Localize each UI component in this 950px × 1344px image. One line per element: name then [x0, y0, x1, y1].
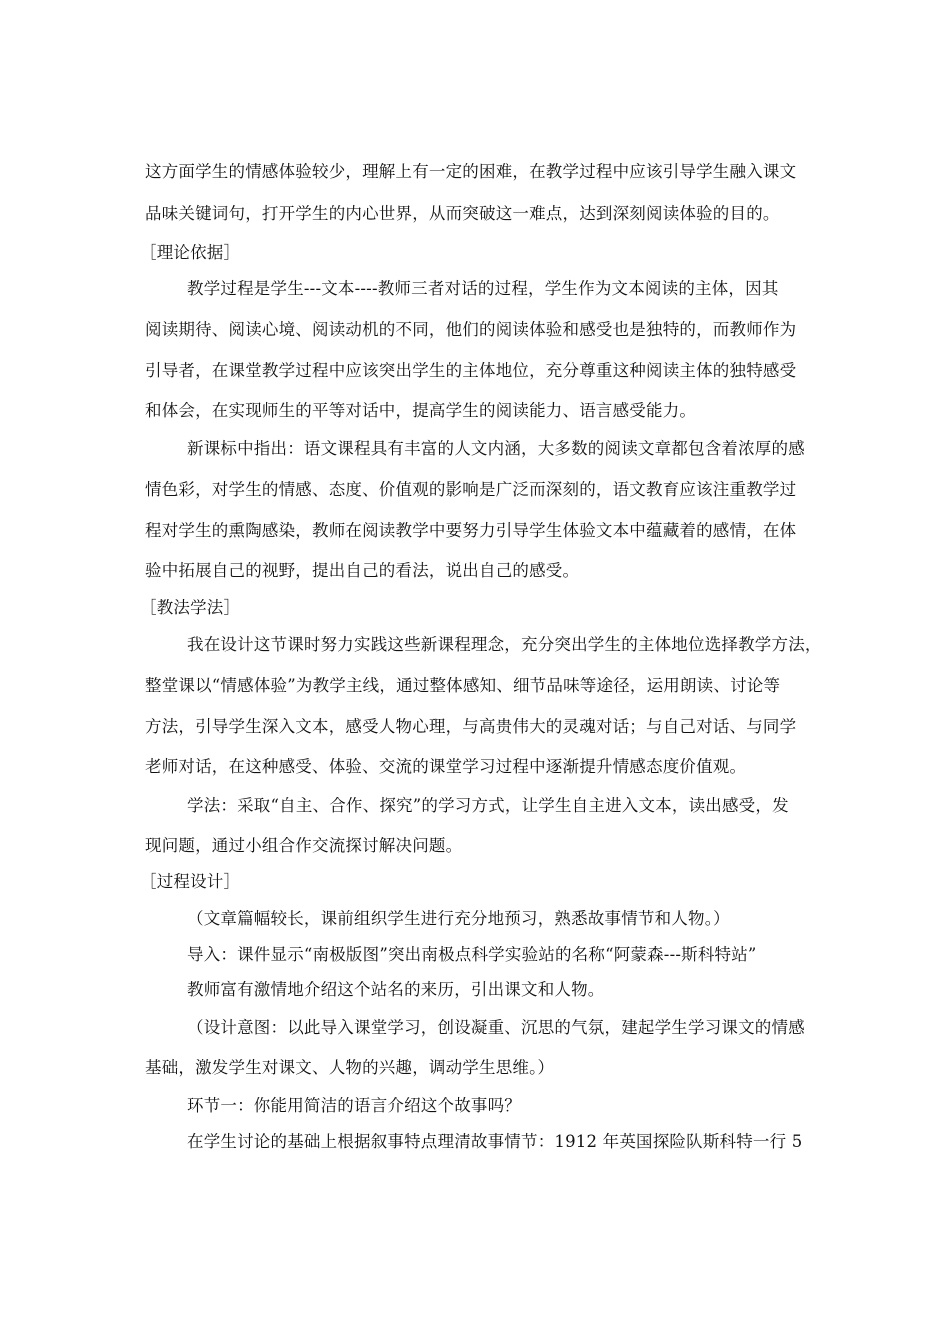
paragraph-line: 这方面学生的情感体验较少，理解上有一定的困难，在教学过程中应该引导学生融入课文	[145, 162, 797, 181]
paragraph-line: 品味关键词句，打开学生的内心世界，从而突破这一难点，达到深刻阅读体验的目的。	[145, 204, 780, 223]
paragraph-line: 教学过程是学生---文本----教师三者对话的过程，学生作为文本阅读的主体，因其	[187, 279, 779, 298]
paragraph-line: 我在设计这节课时努力实践这些新课程理念，充分突出学生的主体地位选择教学方法，	[187, 635, 822, 654]
paragraph-line: 环节一：你能用简洁的语言介绍这个故事吗？	[187, 1096, 521, 1115]
paragraph-line: 新课标中指出：语文课程具有丰富的人文内涵，大多数的阅读文章都包含着浓厚的感	[187, 439, 805, 458]
paragraph-line: （文章篇幅较长，课前组织学生进行充分地预习，熟悉故事情节和人物。）	[187, 909, 730, 928]
section-heading: ［过程设计］	[140, 872, 241, 891]
paragraph-line: 阅读期待、阅读心境、阅读动机的不同，他们的阅读体验和感受也是独特的，而教师作为	[145, 320, 797, 339]
paragraph-line: 整堂课以“情感体验”为教学主线，通过整体感知、细节品味等途径，运用朗读、讨论等	[145, 676, 781, 695]
paragraph-line: 学法：采取“自主、合作、探究”的学习方式，让学生自主进入文本，读出感受，发	[187, 796, 789, 815]
paragraph-line: 教师富有激情地介绍这个站名的来历，引出课文和人物。	[187, 980, 605, 999]
section-heading: ［理论依据］	[140, 243, 241, 262]
paragraph-line: 导入：课件显示“南极版图”突出南极点科学实验站的名称“阿蒙森---斯科特站”	[187, 945, 757, 964]
paragraph-line: 现问题，通过小组合作交流探讨解决问题。	[145, 836, 463, 855]
paragraph-line: （设计意图：以此导入课堂学习，创设凝重、沉思的气氛，建起学生学习课文的情感	[187, 1018, 805, 1037]
paragraph-line: 和体会，在实现师生的平等对话中，提高学生的阅读能力、语言感受能力。	[145, 401, 697, 420]
paragraph-line: 方法，引导学生深入文本，感受人物心理，与高贵伟大的灵魂对话；与自己对话、与同学	[145, 717, 797, 736]
paragraph-line: 程对学生的熏陶感染，教师在阅读教学中要努力引导学生体验文本中蕴藏着的感情，在体	[145, 521, 797, 540]
paragraph-line: 基础，激发学生对课文、人物的兴趣，调动学生思维。）	[145, 1058, 555, 1077]
paragraph-line: 验中拓展自己的视野，提出自己的看法，说出自己的感受。	[145, 561, 580, 580]
paragraph-line: 在学生讨论的基础上根据叙事特点理清故事情节：1912 年英国探险队斯科特一行 5	[187, 1132, 803, 1151]
paragraph-line: 引导者，在课堂教学过程中应该突出学生的主体地位，充分尊重这种阅读主体的独特感受	[145, 361, 797, 380]
section-heading: ［教法学法］	[140, 598, 241, 617]
paragraph-line: 情色彩，对学生的情感、态度、价值观的影响是广泛而深刻的，语文教育应该注重教学过	[145, 480, 797, 499]
paragraph-line: 老师对话，在这种感受、体验、交流的课堂学习过程中逐渐提升情感态度价值观。	[145, 757, 747, 776]
